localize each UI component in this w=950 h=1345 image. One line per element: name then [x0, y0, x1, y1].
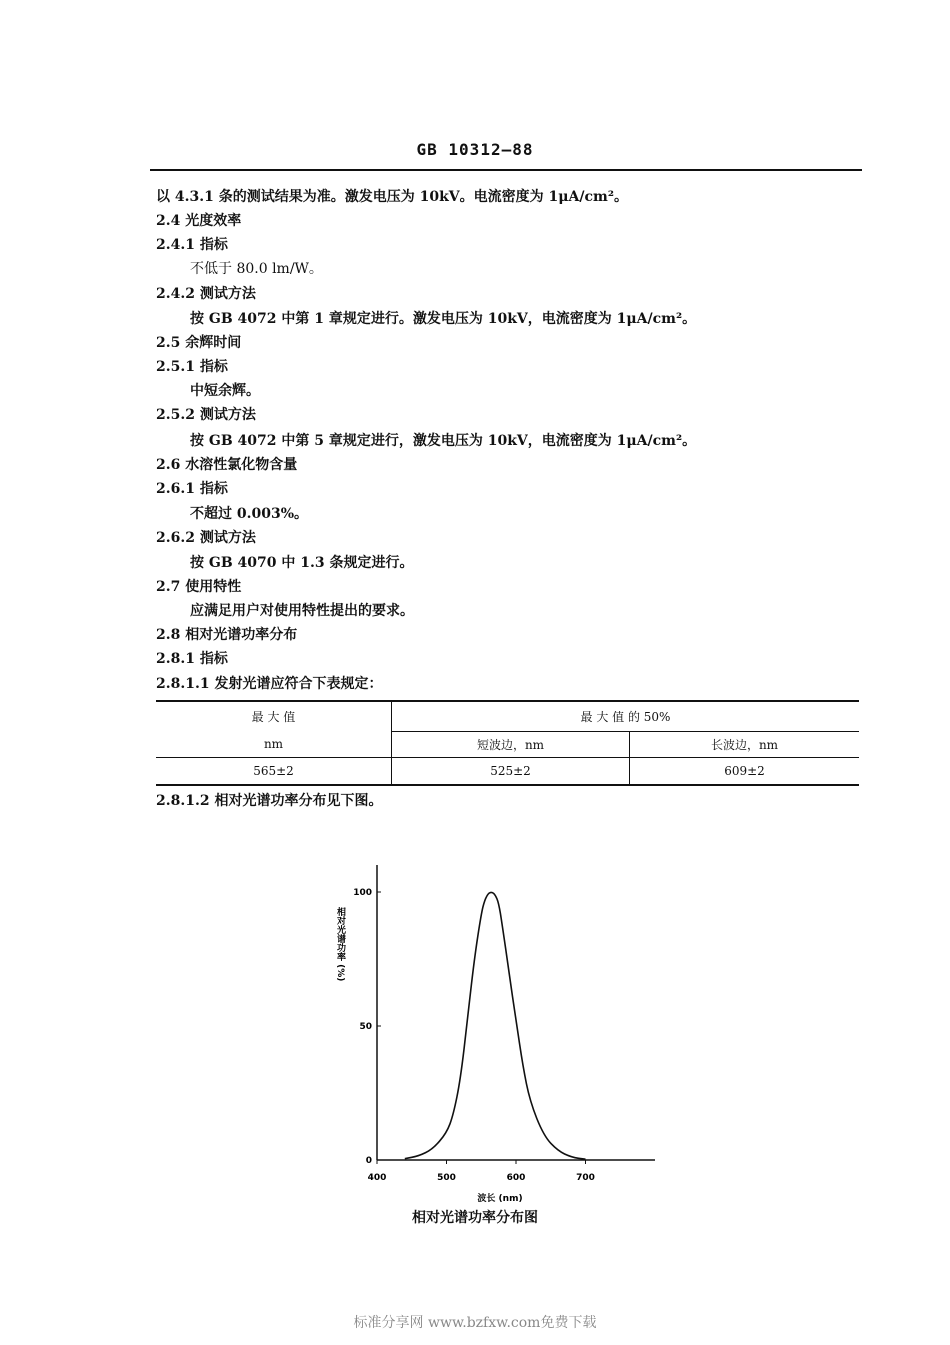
- standard-code-header: GB 10312—88: [416, 140, 534, 159]
- section-2-5-heading: 2.5 余辉时间: [156, 335, 242, 351]
- section-2-5-2-text: 按 GB 4072 中第 5 章规定进行，激发电压为 10kV，电流密度为 1μA/cm²。: [190, 433, 697, 449]
- x-tick-label-400: 400: [367, 1173, 387, 1183]
- section-2-4-heading: 2.4 光度效率: [156, 213, 242, 229]
- section-2-4-1-heading: 2.4.1 指标: [156, 237, 228, 253]
- chart-caption: 相对光谱功率分布图: [412, 1210, 538, 1226]
- intro-line: 以 4.3.1 条的测试结果为准。激发电压为 10kV。电流密度为 1μA/cm²。: [156, 189, 628, 205]
- y-tick-label-100: 100: [353, 888, 372, 898]
- section-2-6-1-text: 不超过 0.003%。: [190, 506, 309, 522]
- spectral-power-chart: [320, 855, 680, 1210]
- section-2-8-heading: 2.8 相对光谱功率分布: [156, 627, 298, 643]
- col-max-header: 最 大 值: [156, 701, 392, 731]
- emission-spectrum-table: [156, 700, 859, 786]
- section-2-8-1-1-heading: 2.8.1.1 发射光谱应符合下表规定：: [156, 676, 383, 692]
- x-tick-label-500: 500: [437, 1173, 456, 1183]
- x-axis-label: 波长 (nm): [477, 1194, 523, 1204]
- header-rule: [150, 169, 862, 171]
- col-short-edge-header: 短波边，nm: [392, 731, 630, 757]
- section-2-7-text: 应满足用户对使用特性提出的要求。: [190, 603, 414, 619]
- section-2-6-2-text: 按 GB 4070 中 1.3 条规定进行。: [190, 555, 414, 571]
- y-tick-label-50: 50: [359, 1022, 372, 1032]
- watermark-footer: 标准分享网 www.bzfxw.com免费下载: [353, 1315, 597, 1331]
- section-2-4-2-heading: 2.4.2 测试方法: [156, 286, 256, 302]
- cell-max-value: 565±2: [156, 757, 392, 785]
- section-2-8-1-2-heading: 2.8.1.2 相对光谱功率分布见下图。: [156, 793, 383, 809]
- section-2-5-1-text: 中短余辉。: [190, 383, 260, 399]
- cell-long-edge-value: 609±2: [630, 757, 860, 785]
- section-2-6-2-heading: 2.6.2 测试方法: [156, 530, 256, 546]
- section-2-4-1-text: 不低于 80.0 lm/W。: [190, 261, 323, 277]
- y-tick-label-0: 0: [365, 1156, 372, 1166]
- cell-short-edge-value: 525±2: [392, 757, 630, 785]
- section-2-8-1-heading: 2.8.1 指标: [156, 651, 228, 667]
- col-max-unit: nm: [263, 736, 284, 751]
- col-long-edge-header: 长波边，nm: [630, 731, 860, 757]
- section-2-6-heading: 2.6 水溶性氯化物含量: [156, 457, 298, 473]
- section-2-4-2-text: 按 GB 4072 中第 1 章规定进行。激发电压为 10kV，电流密度为 1μA/cm²。: [190, 311, 697, 327]
- section-2-7-heading: 2.7 使用特性: [156, 579, 242, 595]
- section-2-5-2-heading: 2.5.2 测试方法: [156, 407, 256, 423]
- section-2-6-1-heading: 2.6.1 指标: [156, 481, 228, 497]
- x-tick-label-700: 700: [576, 1173, 595, 1183]
- section-2-5-1-heading: 2.5.1 指标: [156, 359, 228, 375]
- x-tick-label-600: 600: [506, 1173, 526, 1183]
- col-half-max-header: 最 大 值 的 50%: [392, 701, 860, 731]
- y-axis-label: 相对光谱功率 (%): [335, 907, 345, 982]
- spectrum-series-line: [405, 892, 586, 1159]
